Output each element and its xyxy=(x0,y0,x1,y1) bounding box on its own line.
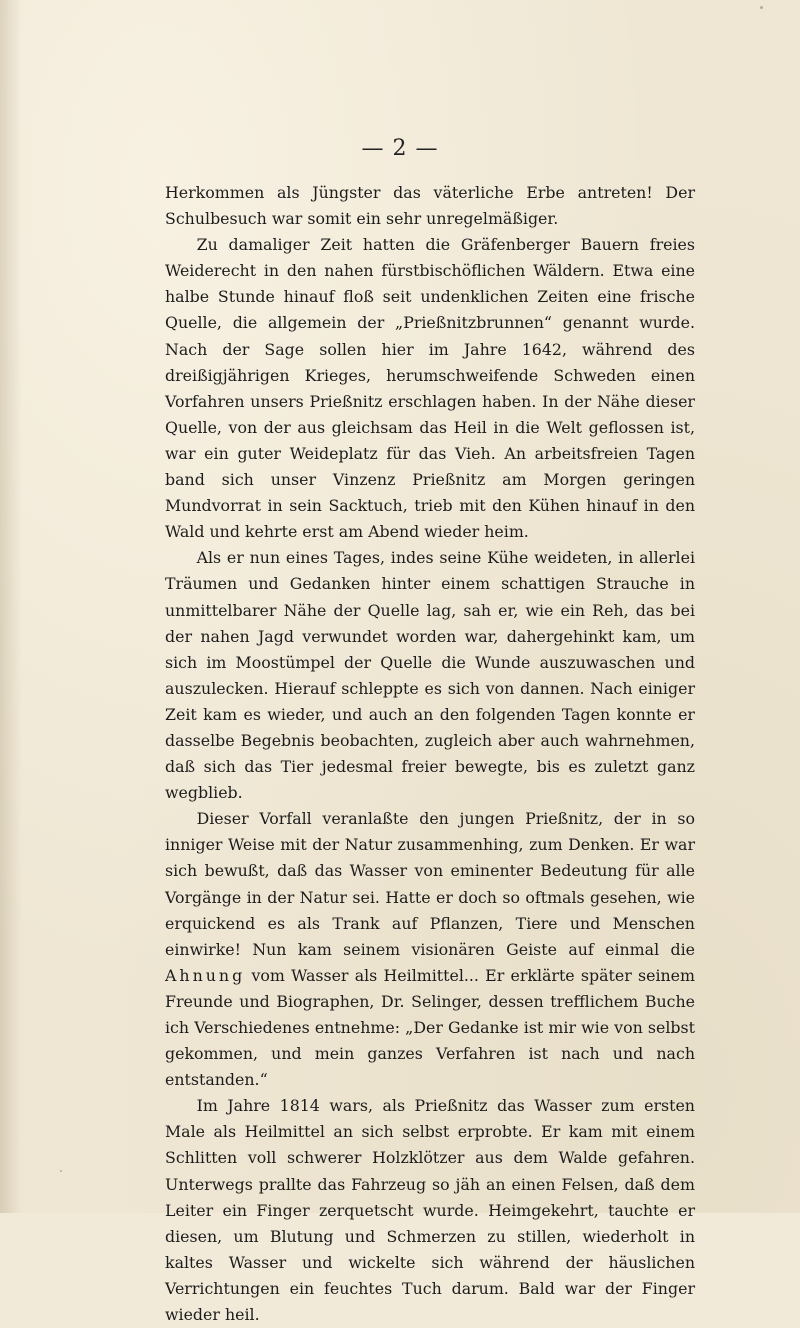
paragraph-5: Im Jahre 1814 wars, als Prießnitz das Wasser zum ersten Male als Heilmittel an sich selbst erprobte. Er kam mit einem Schlitten voll schwerer Holzklötzer aus dem Walde gefahren. Unterwegs prallte das Fahrzeug so jäh an einen Felsen, daß dem Leiter ein Finger zerquetscht wurde. Heimgekehrt, tauchte er diesen, um Blutung und Schmerzen zu stillen, wiederholt in kaltes Wasser und wickelte sich während der häuslichen Verrichtungen ein feuchtes Tuch darum. Bald war der Finger wieder heil. xyxy=(165,1096,695,1325)
body-text xyxy=(165,180,695,1328)
paragraph-4-text-a: Dieser Vorfall veranlaßte den jungen Prießnitz, der in so inniger Weise mit der Natur zusammenhing, zum Denken. Er war sich bewußt, daß das Wasser von eminenter Bedeutung für alle Vorgänge in der Natur sei. Hatte er doch so oftmals gesehen, wie erquickend es als Trank auf Pflanzen, Tiere und Menschen einwirke! Nun kam seinem visionären Geiste auf einmal die xyxy=(165,809,695,959)
paper-speck xyxy=(760,6,763,9)
page-fold-shadow xyxy=(0,0,22,1213)
page-number: — 2 — xyxy=(361,136,439,161)
paragraph-3: Als er nun eines Tages, indes seine Kühe weideten, in allerlei Träumen und Gedanken hinter einem schattigen Strauche in unmittelbarer Nähe der Quelle lag, sah er, wie ein Reh, das bei der nahen Jagd verwundet worden war, dahergehinkt kam, um sich im Moostümpel der Quelle die Wunde auszuwaschen und auszulecken. Hierauf schleppte es sich von dannen. Nach einiger Zeit kam es wieder, und auch an den folgenden Tagen konnte er dasselbe Begebnis beobachten, zugleich aber auch wahrnehmen, daß sich das Tier jedesmal freier bewegte, bis es zuletzt ganz wegblieb. xyxy=(165,548,695,803)
paragraph-4-text-b: vom Wasser als Heilmittel... Er erklärte später seinem Freunde und Biographen, Dr. Selinger, dessen trefflichem Buche ich Verschiedenes entnehme: „Der Gedanke ist mir wie von selbst gekommen, und mein ganzes Verfahren ist nach und nach entstanden.“ xyxy=(165,965,695,1090)
paragraph-4 xyxy=(165,806,695,1093)
emphasized-word-ahnung: Ahnung xyxy=(165,965,246,985)
paper-speck xyxy=(60,1170,62,1172)
paragraph-1: Herkommen als Jüngster das väterliche Erbe antreten! Der Schulbesuch war somit ein sehr unregelmäßiger. xyxy=(165,183,695,229)
paragraph-2: Zu damaliger Zeit hatten die Gräfenberger Bauern freies Weiderecht in den nahen fürstbischöflichen Wäldern. Etwa eine halbe Stunde hinauf floß seit undenklichen Zeiten eine frische Quelle, die allgemein der „Prießnitzbrunnen“ genannt wurde. Nach der Sage sollen hier im Jahre 1642, während des dreißigjährigen Krieges, herumschweifende Schweden einen Vorfahren unsers Prießnitz erschlagen haben. In der Nähe dieser Quelle, von der aus gleichsam das Heil in die Welt geflossen ist, war ein guter Weideplatz für das Vieh. An arbeitsfreien Tagen band sich unser Vinzenz Prießnitz am Morgen geringen Mundvorrat in sein Sacktuch, trieb mit den Kühen hinauf in den Wald und kehrte erst am Abend wieder heim. xyxy=(165,235,695,542)
